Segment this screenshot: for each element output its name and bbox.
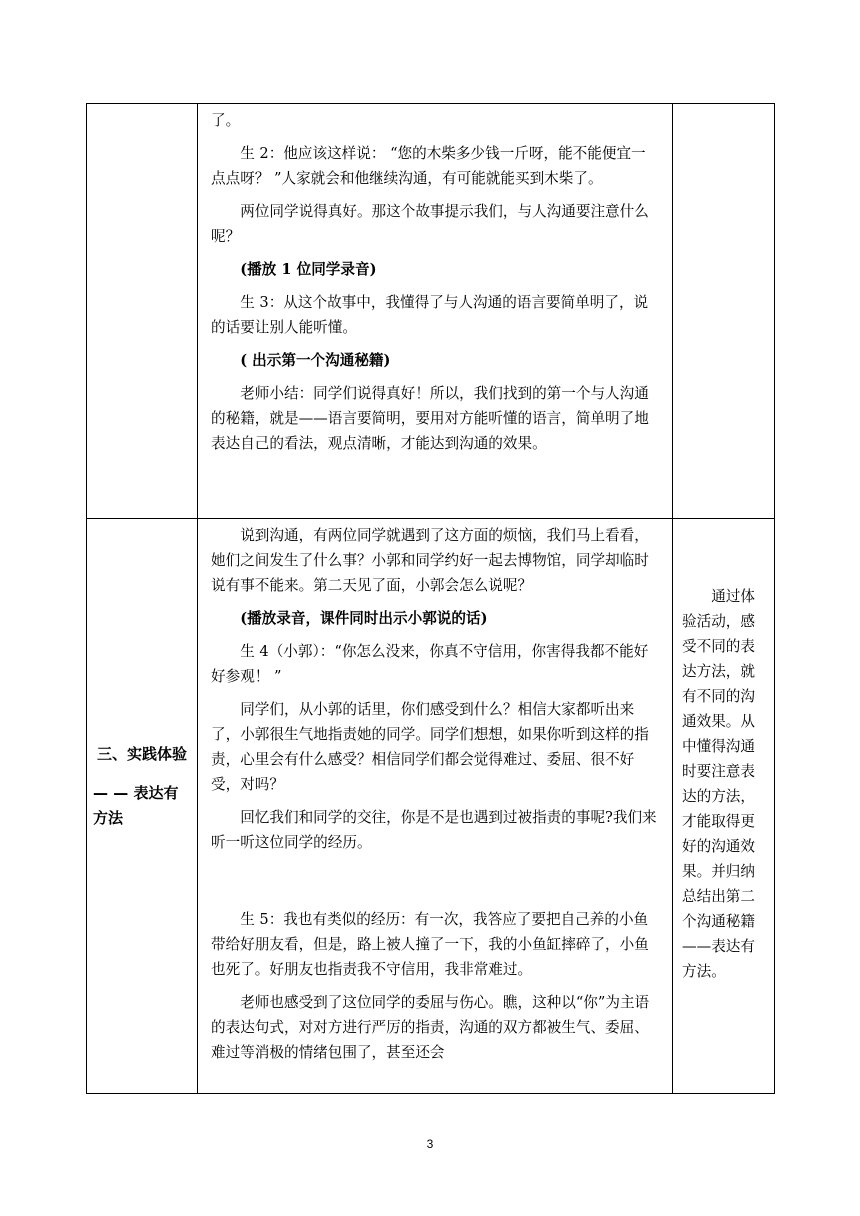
stage-cell (87, 519, 198, 1094)
paragraph: 生 2：他应该这样说： “您的木柴多少钱一斤呀，能不能便宜一点点呀？ ”人家就会和他继续沟通，有可能就能买到木柴了。 (211, 145, 646, 187)
stage-title: 三、实践体验 (96, 744, 187, 763)
paragraph: 两位同学说得真好。那这个故事提示我们，与人沟通要注意什么呢？ (211, 203, 649, 245)
table-row (87, 104, 775, 519)
intent-cell (673, 519, 775, 1094)
paragraph: 同学们，从小郭的话里，你们感受到什么？相信大家都听出来了，小郭很生气地指责她的同学。同学们想想，如果你听到这样的指责，心里会有什么感受？相信同学们都会觉得难过、委屈、很不好受，对吗？ (211, 701, 649, 793)
cue-heading: ( 出示第一个沟通秘籍) (240, 352, 391, 369)
content-cell (198, 519, 673, 1094)
paragraph: 老师小结：同学们说得真好！所以，我们找到的第一个与人沟通的秘籍，就是——语言要简明，要用对方能听懂的语言，简单明了地表达自己的看法，观点清晰，才能达到沟通的效果。 (211, 385, 649, 452)
design-intent-text: 通过体验活动，感受不同的表达方法，就有不同的沟通效果。从中懂得沟通时要注意表达的方法，才能取得更好的沟通效果。并归纳总结出第二个沟通秘籍——表达有方法。 (682, 588, 755, 980)
intent-cell (673, 104, 775, 519)
paragraph: 老师也感受到了这位同学的委屈与伤心。瞧，这种以“你”为主语的表达句式，对对方进行严厉的指责，沟通的双方都被生气、委屈、难过等消极的情绪包围了，甚至还会 (211, 994, 650, 1061)
paragraph: 生 5：我也有类似的经历：有一次，我答应了要把自己养的小鱼带给好朋友看，但是，路上被人撞了一下，我的小鱼缸摔碎了，小鱼也死了。好朋友也指责我不守信用，我非常难过。 (211, 911, 649, 978)
paragraph: 生 4（小郭）：“你怎么没来，你真不守信用，你害得我都不能好好参观！ ” (211, 643, 649, 685)
paragraph: 生 3：从这个故事中，我懂得了与人沟通的语言要简单明了，说的话要让别人能听懂。 (211, 294, 649, 336)
paragraph: 了。 (211, 112, 241, 129)
lesson-plan-table (86, 103, 775, 1094)
paragraph: 回忆我们和同学的交往，你是不是也遇到过被指责的事呢?我们来听一听这位同学的经历。 (211, 809, 657, 851)
page-number: 3 (426, 1137, 434, 1151)
stage-subtitle: — — 表达有方法 (93, 783, 179, 827)
cue-heading: (播放录音，课件同时出示小郭说的话) (240, 610, 488, 627)
content-cell (198, 104, 673, 519)
stage-cell (87, 104, 198, 519)
cue-heading: (播放 1 位同学录音) (240, 261, 377, 278)
paragraph: 说到沟通，有两位同学就遇到了这方面的烦恼，我们马上看看，她们之间发生了什么事？小郭和同学约好一起去博物馆，同学却临时说有事不能来。第二天见了面，小郭会怎么说呢？ (211, 527, 649, 594)
table-row (87, 519, 775, 1094)
